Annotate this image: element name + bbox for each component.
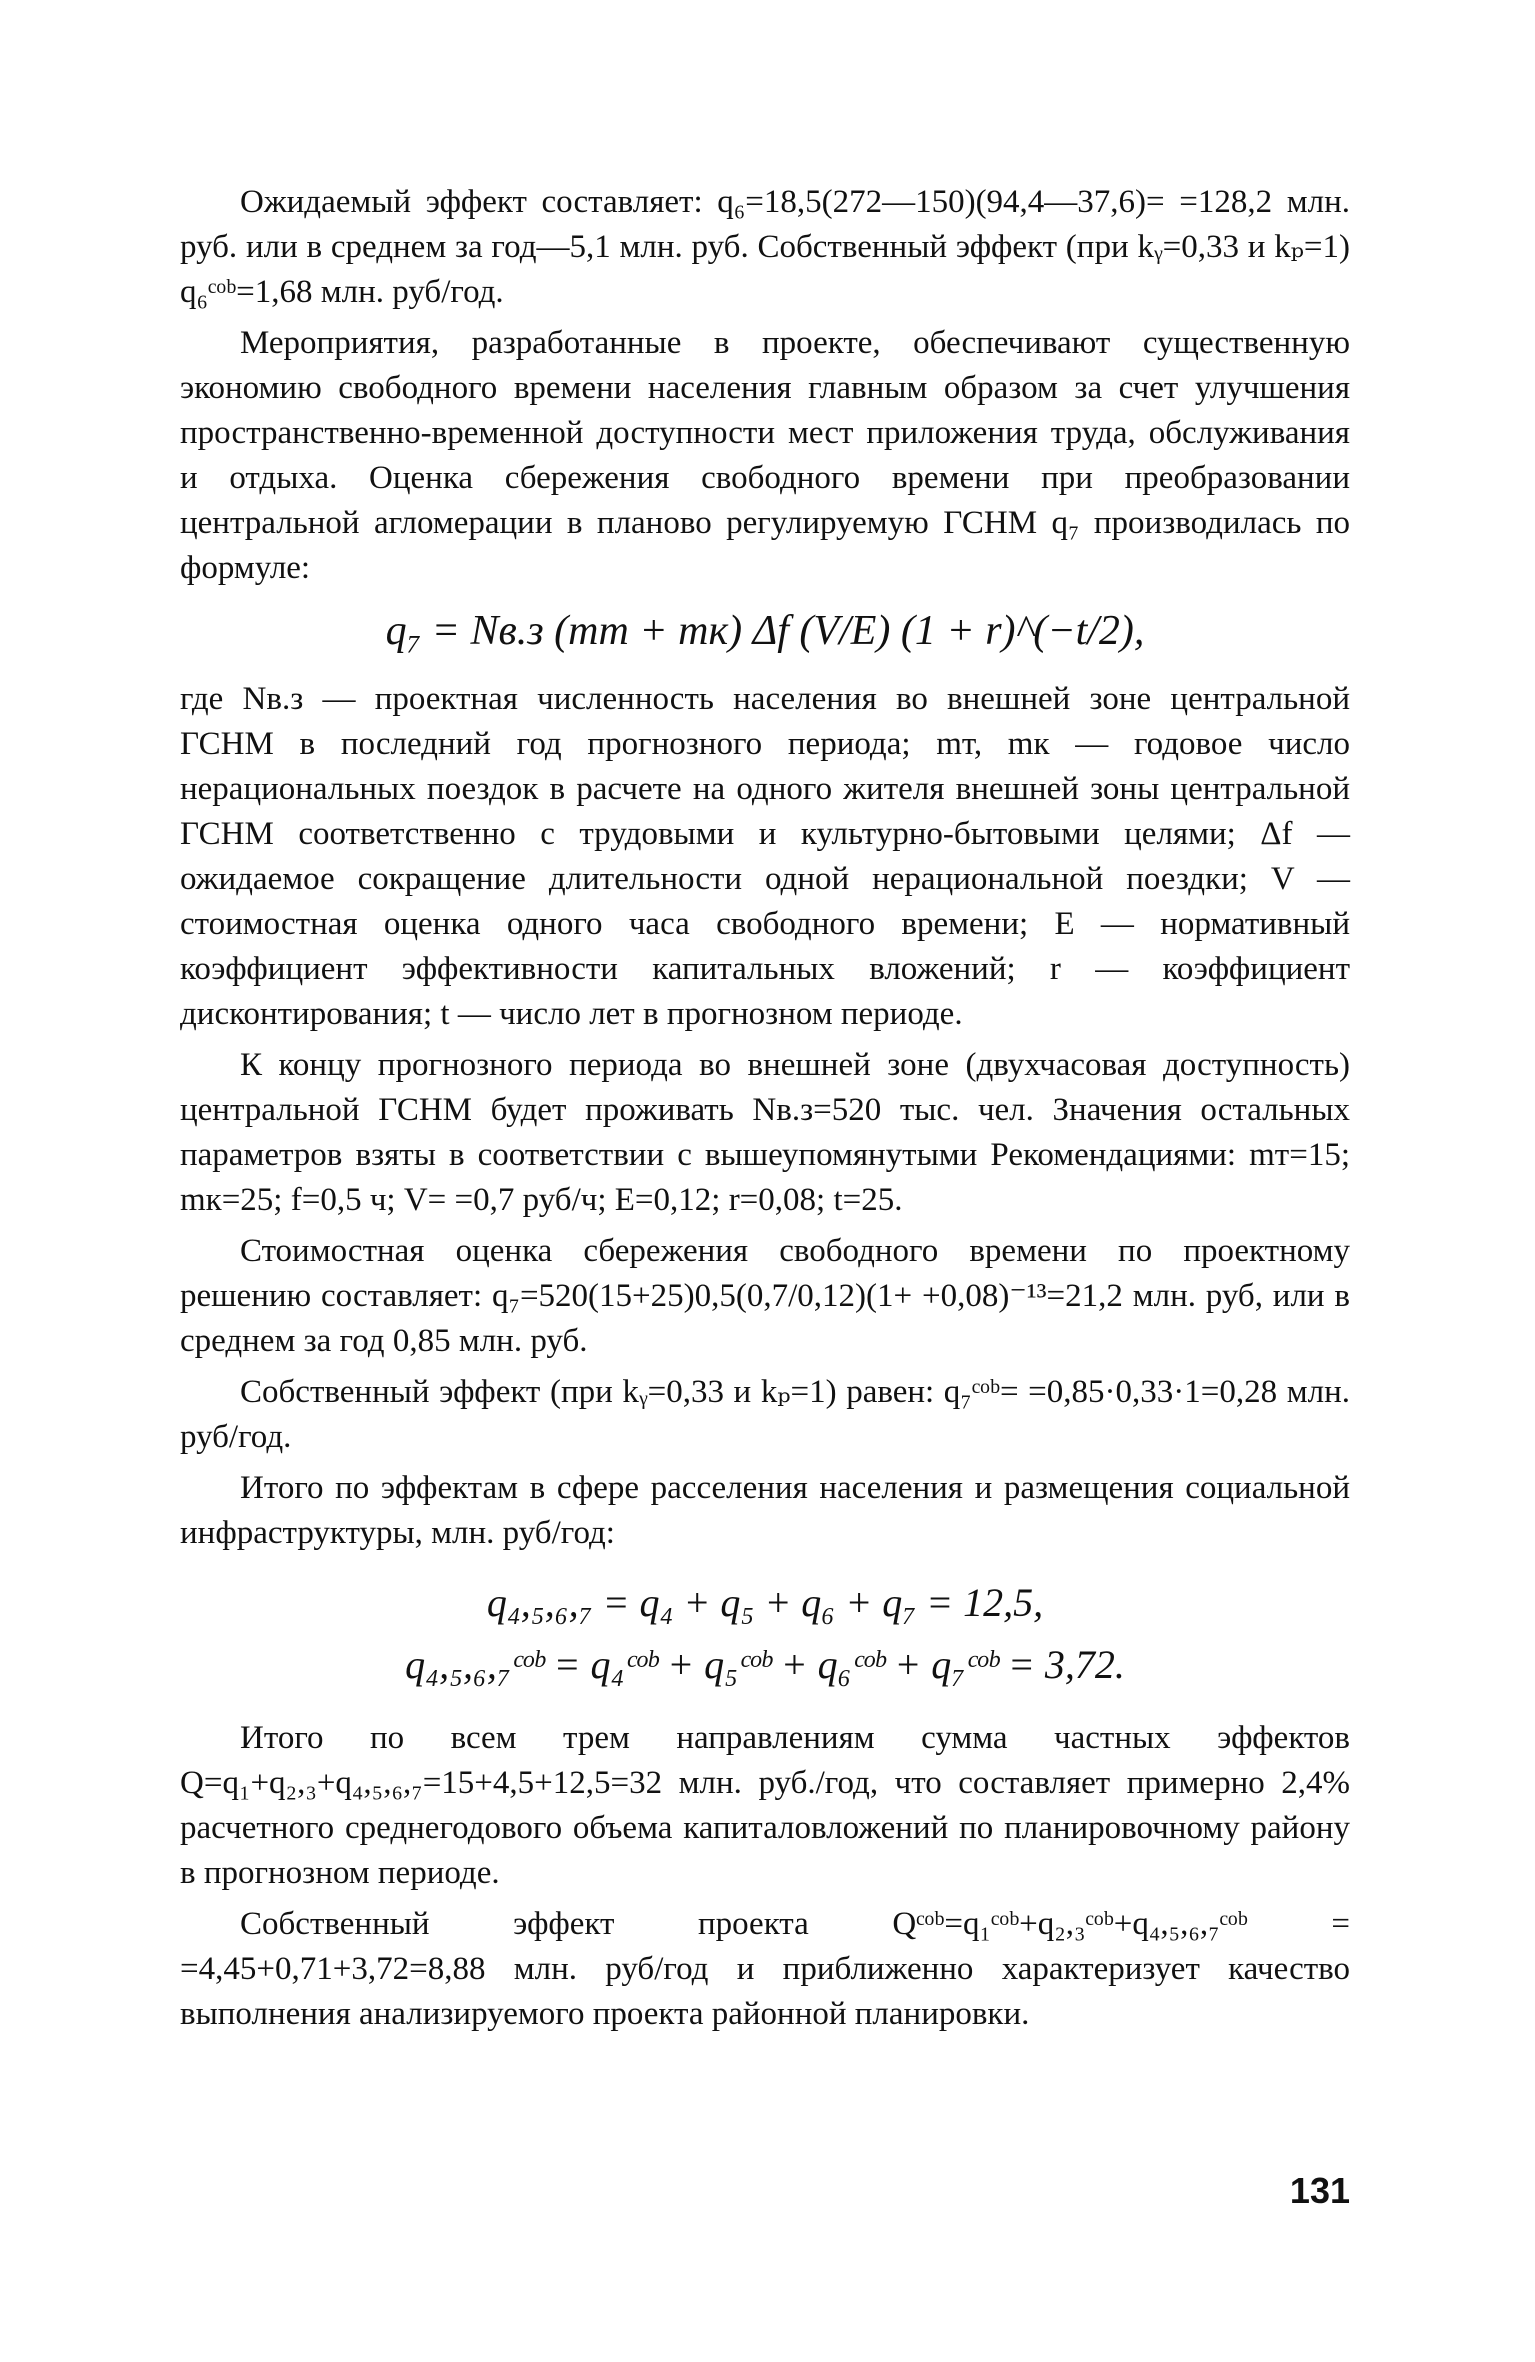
paragraph-project-own-effect: Собственный эффект проекта Qᶜᵒᵇ=q₁ᶜᵒᵇ+q₂,₃ᶜᵒᵇ+q₄,₅,₆,₇ᶜᵒᵇ = =4,45+0,71+3,72=8,88 млн. руб/год и приближенно характеризует качество выполнения анализируемого проекта районной планировки.	[180, 1906, 1350, 2032]
page-number: 131	[1289, 2170, 1350, 2211]
formula-sum-line1: q₄,₅,₆,₇ = q₄ + q₅ + q₆ + q₇ = 12,5,	[486, 1580, 1044, 1625]
formula-block-sums	[180, 1572, 1350, 1696]
document-page	[180, 180, 1350, 2037]
paragraph-forecast-period: К концу прогнозного периода во внешней зоне (двухчасовая доступность) центральной ГСНМ будет проживать Nв.з=520 тыс. чел. Значения остальных параметров взяты в соответствии с вышеупомянутыми Рекомендациями: mт=15; mк=25; f=0,5 ч; V= =0,7 руб/ч; E=0,12; r=0,08; t=25.	[180, 1047, 1350, 1218]
paragraph-own-effect: Собственный эффект (при kᵧ=0,33 и kₚ=1) равен: q₇ᶜᵒᵇ= =0,85·0,33·1=0,28 млн. руб/год.	[180, 1374, 1350, 1455]
formula-q7: q₇ = Nв.з (mт + mк) Δf (V/E) (1 + r)^(−t/2),	[385, 608, 1145, 654]
paragraph-expected-effect: Ожидаемый эффект составляет: q₆=18,5(272—150)(94,4—37,6)= =128,2 млн. руб. или в среднем за год—5,1 млн. руб. Собственный эффект (при kᵧ=0,33 и kₚ=1) q₆ᶜᵒᵇ=1,68 млн. руб/год.	[180, 184, 1350, 310]
formula-sum-line2: q₄,₅,₆,₇ᶜᵒᵇ = q₄ᶜᵒᵇ + q₅ᶜᵒᵇ + q₆ᶜᵒᵇ + q₇ᶜᵒᵇ = 3,72.	[405, 1642, 1125, 1687]
paragraph-measures: Мероприятия, разработанные в проекте, обеспечивают существенную экономию свободного времени населения главным образом за счет улучшения пространственно-временной доступности мест приложения труда, обслуживания и отдыха. Оценка сбережения свободного времени при преобразовании центральной агломерации в планово регулируемую ГСНМ q₇ производилась по формуле:	[180, 325, 1350, 586]
paragraph-cost-estimate: Стоимостная оценка сбережения свободного времени по проектному решению составляет: q₇=520(15+25)0,5(0,7/0,12)(1+ +0,08)⁻¹³=21,2 млн. руб, или в среднем за год 0,85 млн. руб.	[180, 1233, 1350, 1359]
paragraph-total-settlement: Итого по эффектам в сфере расселения населения и размещения социальной инфраструктуры, млн. руб/год:	[180, 1470, 1350, 1551]
paragraph-total-three-directions: Итого по всем трем направлениям сумма частных эффектов Q=q₁+q₂,₃+q₄,₅,₆,₇=15+4,5+12,5=32 млн. руб./год, что составляет примерно 2,4% расчетного среднегодового объема капиталовложений по планировочному району в прогнозном периоде.	[180, 1720, 1350, 1891]
paragraph-where-definitions: где Nв.з — проектная численность населения во внешней зоне центральной ГСНМ в последний год прогнозного периода; mт, mк — годовое число нерациональных поездок в расчете на одного жителя внешней зоны центральной ГСНМ соответственно с трудовыми и культурно-бытовыми целями; Δf — ожидаемое сокращение длительности одной нерациональной поездки; V — стоимостная оценка одного часа свободного времени; E — нормативный коэффициент эффективности капитальных вложений; r — коэффициент дисконтирования; t — число лет в прогнозном периоде.	[180, 681, 1350, 1032]
